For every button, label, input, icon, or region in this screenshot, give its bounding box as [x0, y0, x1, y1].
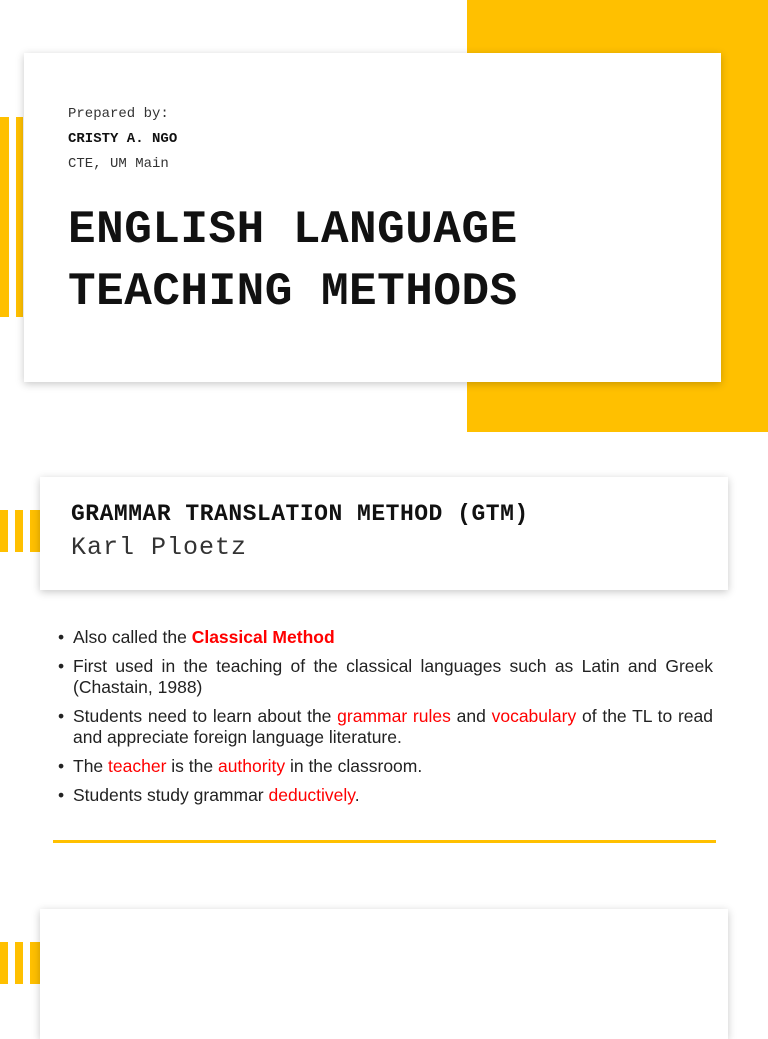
bullet-text: Students study grammar: [73, 785, 269, 805]
list-item: [58, 627, 713, 648]
highlight-grammar-rules: grammar rules: [337, 706, 451, 726]
bullet-text: Also called the: [73, 627, 192, 647]
presentation-title: [68, 199, 518, 323]
gtm-title: GRAMMAR TRANSLATION METHOD (GTM): [71, 501, 529, 527]
gtm-subtitle: Karl Ploetz: [71, 533, 248, 562]
highlight-deductively: deductively: [268, 785, 355, 805]
list-item: [58, 706, 713, 748]
bullet-icon: •: [58, 627, 65, 647]
accent-stripe-bottom-2: [15, 942, 23, 984]
title-line-1: ENGLISH LANGUAGE: [68, 204, 518, 256]
accent-stripe-mid-3: [30, 510, 40, 552]
title-slide-card: [24, 53, 721, 382]
bullet-icon: •: [58, 656, 65, 676]
bullet-text: of the TL to read and appreciate foreign language literature.: [73, 706, 714, 747]
bullet-text: First used in the teaching of the classical languages such as Latin and Greek (Chastain, 1988): [73, 656, 713, 697]
list-item: [58, 756, 713, 777]
bullet-icon: •: [58, 785, 65, 805]
gtm-bullet-list: [58, 627, 713, 814]
author-affiliation: CTE, UM Main: [68, 156, 169, 172]
section-divider: [53, 840, 716, 843]
author-name: CRISTY A. NGO: [68, 131, 178, 147]
next-slide-card: [40, 909, 728, 1039]
list-item: [58, 656, 713, 698]
accent-stripe-mid-1: [0, 510, 8, 552]
title-line-2: TEACHING METHODS: [68, 266, 518, 318]
bullet-text: The: [73, 756, 109, 776]
bullet-text: in the classroom.: [285, 756, 423, 776]
accent-stripe-mid-2: [15, 510, 23, 552]
bullet-text: .: [354, 785, 360, 805]
list-item: [58, 785, 713, 806]
accent-stripe-left-1: [0, 117, 9, 317]
bullet-text: and: [450, 706, 492, 726]
accent-stripe-left-2: [16, 117, 23, 317]
bullet-icon: •: [58, 706, 65, 726]
accent-stripe-bottom-3: [30, 942, 40, 984]
bullet-text: is the: [166, 756, 218, 776]
highlight-teacher: teacher: [108, 756, 167, 776]
bullet-icon: •: [58, 756, 65, 776]
highlight-authority: authority: [217, 756, 286, 776]
highlight-vocabulary: vocabulary: [491, 706, 577, 726]
accent-stripe-bottom-1: [0, 942, 8, 984]
bullet-text: Students need to learn about the: [73, 706, 338, 726]
prepared-by-label: Prepared by:: [68, 106, 169, 122]
highlight-classical-method: Classical Method: [191, 627, 335, 647]
gtm-heading-card: [40, 477, 728, 590]
